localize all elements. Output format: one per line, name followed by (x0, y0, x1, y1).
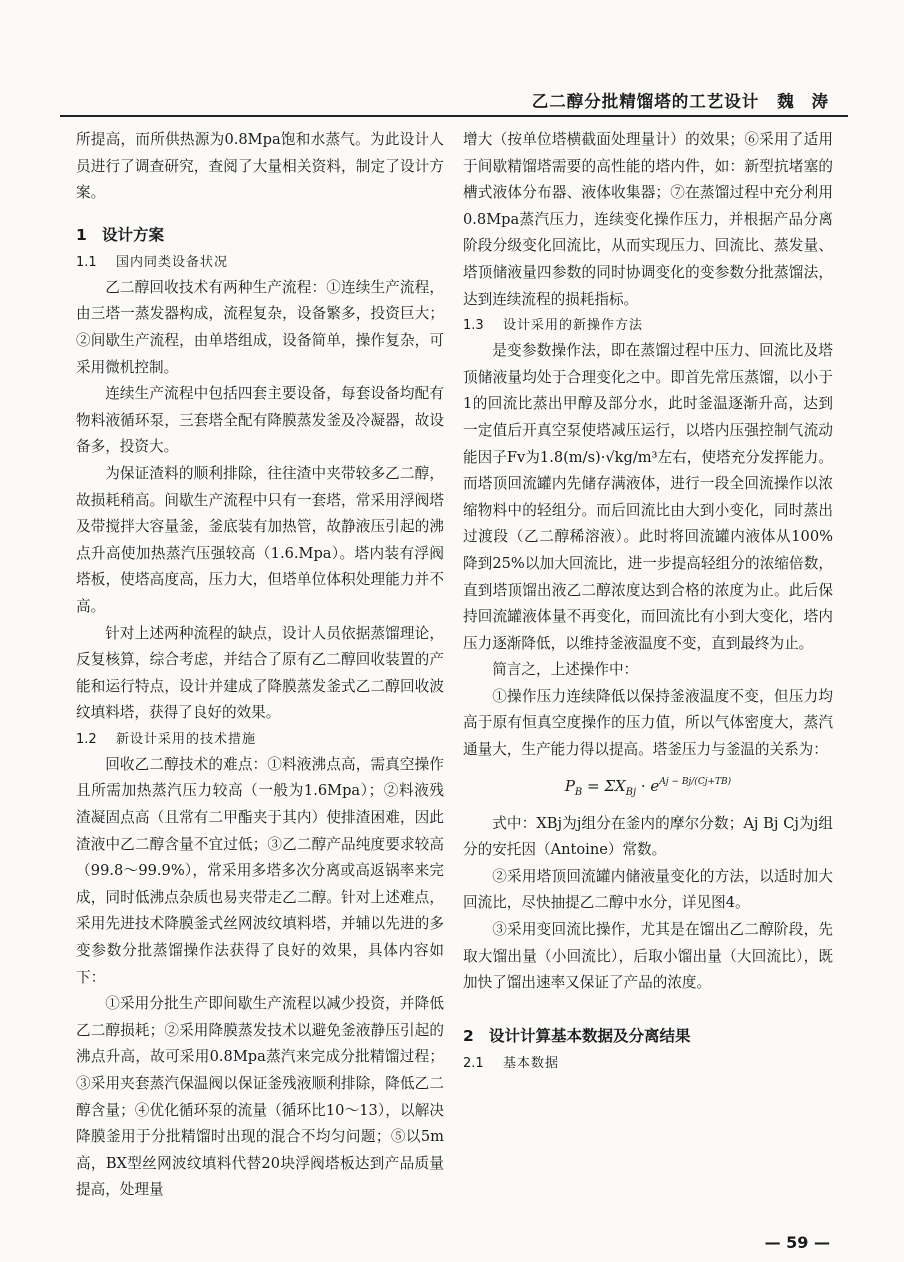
subsection-heading (463, 313, 833, 338)
paragraph: 简言之，上述操作中： (492, 661, 639, 679)
subsection-heading (76, 250, 444, 275)
subsection-title: 设计采用的新操作方法 (503, 318, 644, 334)
formula-exponent: Aj − Bj/(Cj+TB) (659, 776, 732, 787)
formula-sum: = ΣX (582, 776, 626, 795)
header-author: 魏 涛 (777, 92, 834, 111)
section-heading (76, 222, 444, 248)
paragraph: 回收乙二醇技术的难点：①料液沸点高，需真空操作且所需加热蒸汽压力较高（一般为1.6Mpa）；②料液残渣凝固点高（且常有二甲酯夹于其内）使排渣困难，因此渣液中乙二醇含量不宜过低；③乙二醇产品纯度要求较高（99.8～99.9%），常采用多塔多次分离或高返锅率来完成，同时低沸点杂质也易夹带走乙二醇。针对上述难点，采用先进技术降膜釜式丝网波纹填料塔，并辅以先进的多变参数分批蒸馏操作法获得了良好的效果，具体内容如下： (76, 755, 444, 986)
subsection-number: 2.1 (463, 1055, 484, 1071)
subsection-heading (463, 1051, 833, 1076)
formula-lhs: P (564, 776, 575, 795)
paragraph: 式中：XBj为j组分在釜内的摩尔分数；Aj Bj Cj为j组分的安托因（Antoine）常数。 (463, 814, 833, 859)
paragraph: 所提高，而所供热源为0.8Mpa饱和水蒸气。为此设计人员进行了调查研究，查阅了大量相关资料，制定了设计方案。 (76, 131, 444, 202)
section-title: 设计方案 (102, 225, 165, 244)
right-column (463, 127, 833, 1076)
left-column (76, 127, 444, 1204)
subsection-number: 1.3 (463, 318, 484, 334)
header-rule (60, 115, 848, 117)
formula-lhs-sub: B (574, 786, 583, 798)
paragraph: 为保证渣料的顺利排除，往往渣中夹带较多乙二醇，故损耗稍高。间歇生产流程中只有一套塔，常采用浮阀塔及带搅拌大容量釜，釜底装有加热管，故静液压引起的沸点升高使加热蒸汽压强较高（1.6.Mpa）。塔内装有浮阀塔板，使塔高度高，压力大，但塔单位体积处理能力并不高。 (76, 464, 444, 615)
subsection-heading (76, 727, 444, 752)
formula-exp-base: · e (636, 776, 660, 795)
subsection-number: 1.1 (76, 254, 97, 270)
section-title: 设计计算基本数据及分离结果 (489, 1026, 691, 1045)
subsection-title: 新设计采用的技术措施 (116, 731, 257, 747)
subsection-number: 1.2 (76, 731, 97, 747)
paragraph: 乙二醇回收技术有两种生产流程：①连续生产流程，由三塔一蒸发器构成，流程复杂，设备繁多，投资巨大；②间歇生产流程，由单塔组成，设备简单，操作复杂，可采用微机控制。 (76, 278, 444, 376)
section-number: 1 (76, 225, 87, 244)
subsection-title: 基本数据 (503, 1055, 560, 1071)
section-heading (463, 1023, 833, 1049)
header-title: 乙二醇分批精馏塔的工艺设计 (531, 92, 760, 111)
formula-x-sub: Bj (625, 786, 637, 798)
paragraph: ①采用分批生产即间歇生产流程以减少投资，并降低乙二醇损耗；②采用降膜蒸发技术以避免釜液静压引起的沸点升高，故可采用0.8Mpa蒸汽来完成分批精馏过程；③采用夹套蒸汽保温阀以保证釜残液顺利排除，降低乙二醇含量；④优化循环泵的流量（循环比10～13），以解决降膜釜用于分批精馏时出现的混合不均匀问题；⑤以5m高，BX型丝网波纹填料代替20块浮阀塔板达到产品质量提高，处理量 (76, 995, 444, 1199)
running-header (532, 88, 834, 112)
paragraph: ③采用变回流比操作，尤其是在馏出乙二醇阶段，先取大馏出量（小回流比），后取小馏出量（大回流比），既加快了馏出速率又保证了产品的浓度。 (463, 921, 833, 992)
page-number: — 59 — (764, 1233, 830, 1252)
paragraph: 是变参数操作法，即在蒸馏过程中压力、回流比及塔顶储液量均处于合理变化之中。即首先常压蒸馏，以小于1的回流比蒸出甲醇及部分水，此时釜温逐渐升高，达到一定值后开真空泵使塔减压运行，以塔内压强控制气流动能因子Fv为1.8(m/s)·√kg/m³左右，使塔充分发挥能力。而塔顶回流罐内先储存满液体，进行一段全回流操作以浓缩物料中的轻组分。而后回流比由大到小变化，同时蒸出过渡段（乙二醇稀溶液）。此时将回流罐内液体从100%降到25%以加大回流比，进一步提高轻组分的浓缩倍数，直到塔顶馏出液乙二醇浓度达到合格的浓度为止。此后保持回流罐液体量不再变化，而回流比有小到大变化，塔内压力逐渐降低，以维持釜液温度不变，直到最终为止。 (463, 342, 833, 652)
paragraph: 针对上述两种流程的缺点，设计人员依据蒸馏理论，反复核算，综合考虑，并结合了原有乙二醇回收装置的产能和运行特点，设计并建成了降膜蒸发釜式乙二醇回收波纹填料塔，获得了良好的效果。 (76, 624, 444, 722)
paragraph: 增大（按单位塔横截面处理量计）的效果；⑥采用了适用于间歇精馏塔需要的高性能的塔内件，如：新型抗堵塞的槽式液体分布器、液体收集器；⑦在蒸馏过程中充分利用0.8Mpa蒸汽压力，连续变化操作压力，并根据产品分离阶段分级变化回流比，从而实现压力、回流比、蒸发量、塔顶储液量四参数的同时协调变化的变参数分批蒸馏法，达到连续流程的损耗指标。 (463, 131, 833, 308)
section-number: 2 (463, 1026, 474, 1045)
paragraph: ①操作压力连续降低以保持釜液温度不变，但压力均高于原有恒真空度操作的压力值，所以气体密度大，蒸汽通量大，生产能力得以提高。塔釜压力与釜温的关系为： (463, 687, 833, 759)
paragraph: 连续生产流程中包括四套主要设备，每套设备均配有物料液循环泵，三套塔全配有降膜蒸发釜及冷凝器，故设备多，投资大。 (76, 385, 444, 456)
antoine-formula (463, 770, 833, 805)
subsection-title: 国内同类设备状况 (116, 254, 229, 270)
paragraph: ②采用塔顶回流罐内储液量变化的方法，以适时加大回流比，尽快抽提乙二醇中水分，详见图4。 (463, 867, 833, 912)
